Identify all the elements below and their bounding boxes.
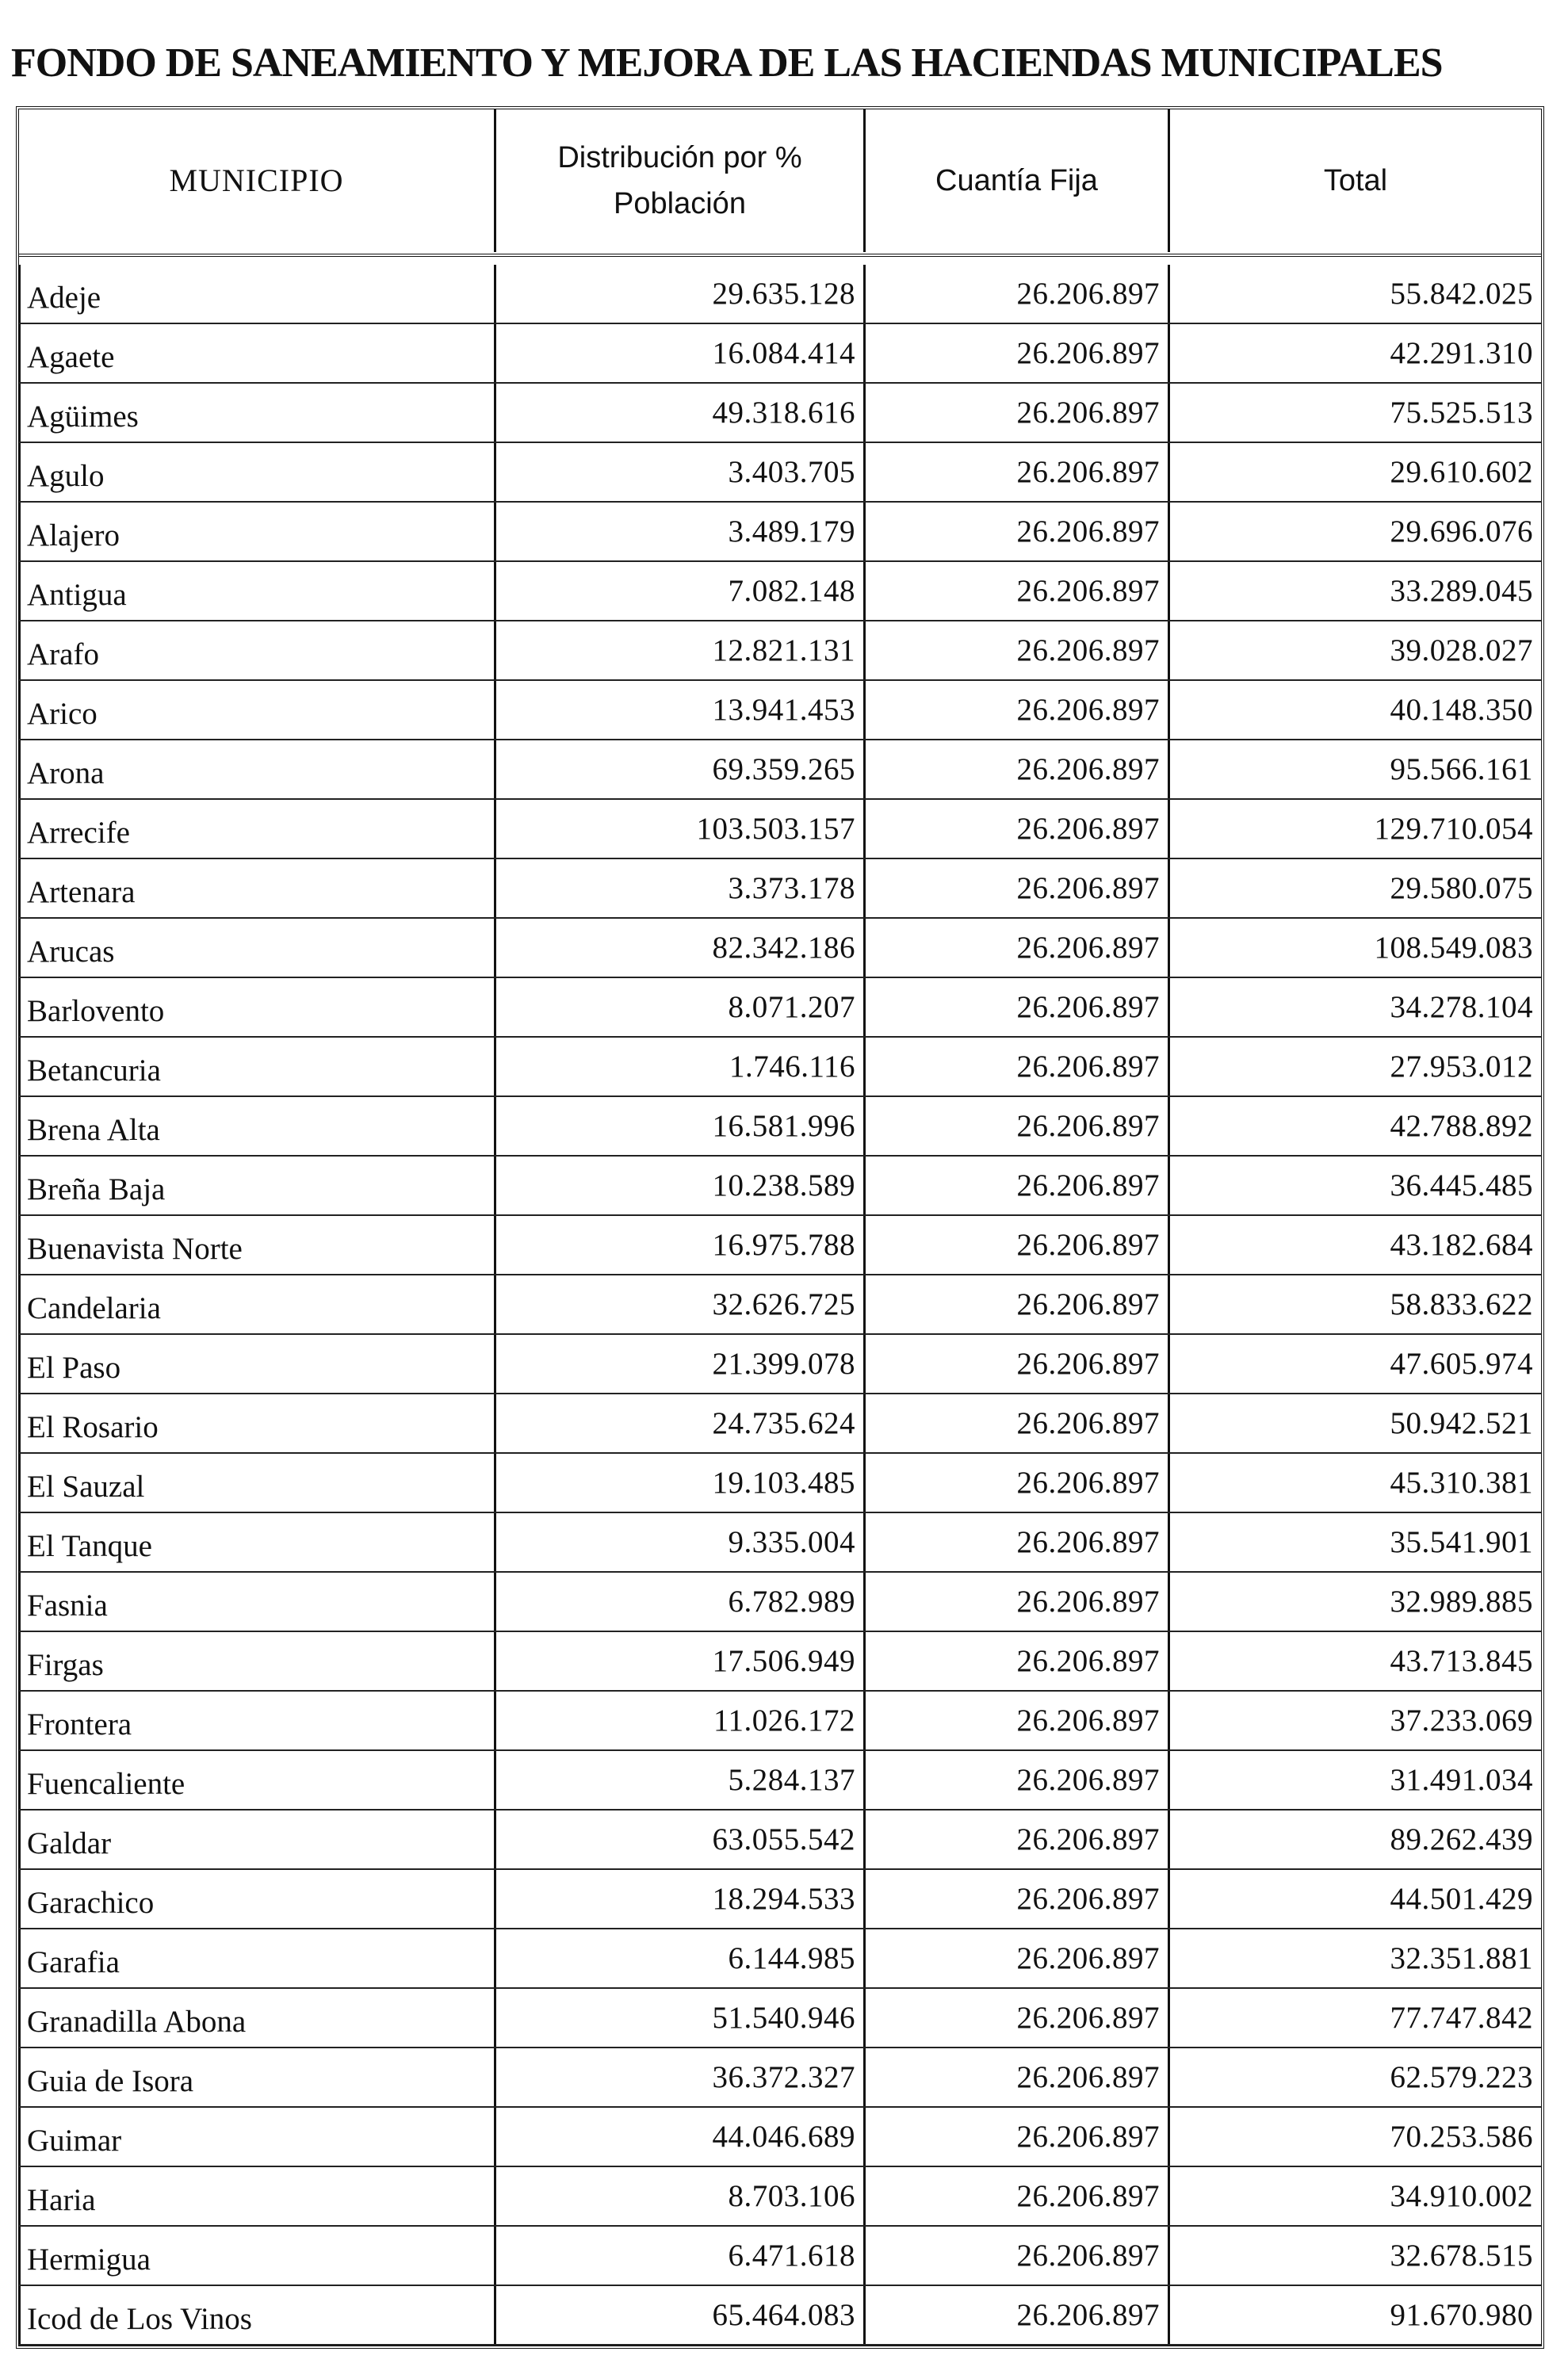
total-cell: 77.747.842 — [1390, 2001, 1533, 2035]
distribucion-cell: 5.284.137 — [496, 1751, 866, 1809]
municipio-cell: Frontera — [19, 1692, 496, 1749]
cuantia-fija-cell: 26.206.897 — [866, 1454, 1170, 1512]
municipio-cell: Icod de Los Vinos — [19, 2286, 496, 2344]
municipio-cell: El Rosario — [19, 1394, 496, 1452]
cuantia-fija-cell: 26.206.897 — [866, 1335, 1170, 1393]
table-row — [19, 681, 1541, 740]
header-distribucion-line1: Distribución por % — [557, 141, 802, 174]
municipio-cell: Galdar — [19, 1810, 496, 1868]
distribucion-cell: 19.103.485 — [496, 1454, 866, 1512]
table-row — [19, 503, 1541, 562]
municipio-cell: Arona — [19, 740, 496, 798]
table-row — [19, 1394, 1541, 1454]
distribucion-cell: 3.373.178 — [496, 859, 866, 917]
table-row — [19, 1335, 1541, 1394]
cuantia-fija-cell: 26.206.897 — [866, 1216, 1170, 1274]
total-cell: 58.833.622 — [1390, 1287, 1533, 1321]
distribucion-cell: 16.581.996 — [496, 1097, 866, 1155]
municipio-cell: Haria — [19, 2167, 496, 2225]
municipio-cell: Brena Alta — [19, 1097, 496, 1155]
municipio-cell: Adeje — [19, 265, 496, 323]
table-row — [19, 443, 1541, 503]
table-body — [19, 265, 1541, 2346]
cuantia-fija-cell: 26.206.897 — [866, 2227, 1170, 2285]
table-row — [19, 1929, 1541, 1989]
total-cell: 35.541.901 — [1390, 1525, 1533, 1559]
table-row — [19, 1216, 1541, 1275]
municipio-cell: Firgas — [19, 1632, 496, 1690]
cuantia-fija-cell: 26.206.897 — [866, 2048, 1170, 2106]
distribucion-cell: 7.082.148 — [496, 562, 866, 620]
table-row — [19, 1632, 1541, 1692]
distribucion-cell: 1.746.116 — [496, 1038, 866, 1095]
cuantia-fija-cell: 26.206.897 — [866, 2167, 1170, 2225]
total-cell: 33.289.045 — [1390, 574, 1533, 608]
total-cell: 34.910.002 — [1390, 2179, 1533, 2213]
table-row — [19, 800, 1541, 859]
total-cell: 29.696.076 — [1390, 514, 1533, 549]
header-cuantia-fija: Cuantía Fija — [866, 109, 1170, 252]
cuantia-fija-cell: 26.206.897 — [866, 1870, 1170, 1928]
cuantia-fija-cell: 26.206.897 — [866, 1810, 1170, 1868]
cuantia-fija-cell: 26.206.897 — [866, 1692, 1170, 1749]
cuantia-fija-cell: 26.206.897 — [866, 1097, 1170, 1155]
cuantia-fija-cell: 26.206.897 — [866, 443, 1170, 501]
total-cell: 31.491.034 — [1390, 1763, 1533, 1797]
total-cell: 40.148.350 — [1390, 693, 1533, 727]
header-distribucion-line2: Población — [614, 187, 746, 220]
distribucion-cell: 21.399.078 — [496, 1335, 866, 1393]
total-cell: 75.525.513 — [1390, 396, 1533, 430]
total-cell: 50.942.521 — [1390, 1406, 1533, 1440]
table-row — [19, 1870, 1541, 1929]
cuantia-fija-cell: 26.206.897 — [866, 324, 1170, 382]
municipio-cell: Agaete — [19, 324, 496, 382]
distribucion-cell: 65.464.083 — [496, 2286, 866, 2344]
table-row — [19, 2108, 1541, 2167]
distribucion-cell: 10.238.589 — [496, 1157, 866, 1214]
municipal-funds-table — [16, 106, 1544, 2349]
municipio-cell: Arico — [19, 681, 496, 739]
cuantia-fija-cell: 26.206.897 — [866, 740, 1170, 798]
table-row — [19, 919, 1541, 978]
total-cell: 55.842.025 — [1390, 277, 1533, 311]
distribucion-cell: 24.735.624 — [496, 1394, 866, 1452]
cuantia-fija-cell: 26.206.897 — [866, 1394, 1170, 1452]
table-row — [19, 621, 1541, 681]
table-row — [19, 2167, 1541, 2227]
table-row — [19, 324, 1541, 384]
table-row — [19, 1275, 1541, 1335]
distribucion-cell: 6.471.618 — [496, 2227, 866, 2285]
municipio-cell: Betancuria — [19, 1038, 496, 1095]
total-cell: 36.445.485 — [1390, 1168, 1533, 1203]
distribucion-cell: 6.144.985 — [496, 1929, 866, 1987]
cuantia-fija-cell: 26.206.897 — [866, 919, 1170, 977]
municipio-cell: Fasnia — [19, 1573, 496, 1631]
cuantia-fija-cell: 26.206.897 — [866, 978, 1170, 1036]
distribucion-cell: 103.503.157 — [496, 800, 866, 858]
total-cell: 95.566.161 — [1390, 752, 1533, 786]
municipio-cell: Artenara — [19, 859, 496, 917]
total-cell: 89.262.439 — [1390, 1822, 1533, 1856]
distribucion-cell: 17.506.949 — [496, 1632, 866, 1690]
distribucion-cell: 29.635.128 — [496, 265, 866, 323]
municipio-cell: Candelaria — [19, 1275, 496, 1333]
cuantia-fija-cell: 26.206.897 — [866, 265, 1170, 323]
distribucion-cell: 3.489.179 — [496, 503, 866, 560]
distribucion-cell: 63.055.542 — [496, 1810, 866, 1868]
document-title: FONDO DE SANEAMIENTO Y MEJORA DE LAS HACIENDAS MUNICIPALES — [11, 40, 1443, 86]
total-cell: 39.028.027 — [1390, 633, 1533, 667]
table-row — [19, 384, 1541, 443]
cuantia-fija-cell: 26.206.897 — [866, 2286, 1170, 2344]
header-distribucion — [496, 109, 866, 252]
header-divider — [19, 254, 1541, 257]
municipio-cell: Garachico — [19, 1870, 496, 1928]
distribucion-cell: 32.626.725 — [496, 1275, 866, 1333]
table-row — [19, 1692, 1541, 1751]
table-row — [19, 859, 1541, 919]
cuantia-fija-cell: 26.206.897 — [866, 1573, 1170, 1631]
total-cell: 27.953.012 — [1390, 1050, 1533, 1084]
total-cell: 108.549.083 — [1374, 931, 1533, 965]
distribucion-cell: 6.782.989 — [496, 1573, 866, 1631]
total-cell: 44.501.429 — [1390, 1882, 1533, 1916]
distribucion-cell: 18.294.533 — [496, 1870, 866, 1928]
municipio-cell: El Paso — [19, 1335, 496, 1393]
municipio-cell: Agulo — [19, 443, 496, 501]
cuantia-fija-cell: 26.206.897 — [866, 1632, 1170, 1690]
total-cell: 32.351.881 — [1390, 1941, 1533, 1975]
cuantia-fija-cell: 26.206.897 — [866, 859, 1170, 917]
municipio-cell: Garafia — [19, 1929, 496, 1987]
municipio-cell: Agüimes — [19, 384, 496, 442]
cuantia-fija-cell: 26.206.897 — [866, 621, 1170, 679]
municipio-cell: Guia de Isora — [19, 2048, 496, 2106]
total-cell: 42.788.892 — [1390, 1109, 1533, 1143]
cuantia-fija-cell: 26.206.897 — [866, 1751, 1170, 1809]
table-row — [19, 265, 1541, 324]
municipio-cell: Granadilla Abona — [19, 1989, 496, 2047]
total-cell: 47.605.974 — [1390, 1347, 1533, 1381]
cuantia-fija-cell: 26.206.897 — [866, 800, 1170, 858]
table-row — [19, 740, 1541, 800]
distribucion-cell: 13.941.453 — [496, 681, 866, 739]
table-row — [19, 2048, 1541, 2108]
header-municipio: MUNICIPIO — [19, 109, 496, 252]
total-cell: 70.253.586 — [1390, 2120, 1533, 2154]
distribucion-cell: 44.046.689 — [496, 2108, 866, 2166]
municipio-cell: Alajero — [19, 503, 496, 560]
distribucion-cell: 8.703.106 — [496, 2167, 866, 2225]
municipio-cell: El Tanque — [19, 1513, 496, 1571]
total-cell: 43.182.684 — [1390, 1228, 1533, 1262]
table-row — [19, 1513, 1541, 1573]
table-row — [19, 2227, 1541, 2286]
distribucion-cell: 82.342.186 — [496, 919, 866, 977]
distribucion-cell: 3.403.705 — [496, 443, 866, 501]
cuantia-fija-cell: 26.206.897 — [866, 1513, 1170, 1571]
municipio-cell: Arafo — [19, 621, 496, 679]
cuantia-fija-cell: 26.206.897 — [866, 1275, 1170, 1333]
distribucion-cell: 49.318.616 — [496, 384, 866, 442]
total-cell: 43.713.845 — [1390, 1644, 1533, 1678]
total-cell: 32.989.885 — [1390, 1585, 1533, 1619]
table-row — [19, 1751, 1541, 1810]
header-total: Total — [1323, 164, 1388, 197]
distribucion-cell: 16.084.414 — [496, 324, 866, 382]
cuantia-fija-cell: 26.206.897 — [866, 562, 1170, 620]
total-cell: 91.670.980 — [1390, 2298, 1533, 2332]
distribucion-cell: 16.975.788 — [496, 1216, 866, 1274]
municipio-cell: Guimar — [19, 2108, 496, 2166]
table-row — [19, 1573, 1541, 1632]
municipio-cell: Arucas — [19, 919, 496, 977]
distribucion-cell: 12.821.131 — [496, 621, 866, 679]
total-cell: 42.291.310 — [1390, 336, 1533, 370]
total-cell: 34.278.104 — [1390, 990, 1533, 1024]
cuantia-fija-cell: 26.206.897 — [866, 2108, 1170, 2166]
cuantia-fija-cell: 26.206.897 — [866, 384, 1170, 442]
cuantia-fija-cell: 26.206.897 — [866, 503, 1170, 560]
table-header-row — [19, 109, 1541, 252]
table-row — [19, 1454, 1541, 1513]
table-row — [19, 1810, 1541, 1870]
total-cell: 62.579.223 — [1390, 2060, 1533, 2094]
municipio-cell: Arrecife — [19, 800, 496, 858]
table-row — [19, 1038, 1541, 1097]
table-row — [19, 2286, 1541, 2346]
distribucion-cell: 11.026.172 — [496, 1692, 866, 1749]
distribucion-cell: 36.372.327 — [496, 2048, 866, 2106]
municipio-cell: El Sauzal — [19, 1454, 496, 1512]
table-row — [19, 562, 1541, 621]
distribucion-cell: 9.335.004 — [496, 1513, 866, 1571]
municipio-cell: Hermigua — [19, 2227, 496, 2285]
municipio-cell: Breña Baja — [19, 1157, 496, 1214]
distribucion-cell: 69.359.265 — [496, 740, 866, 798]
total-cell: 32.678.515 — [1390, 2239, 1533, 2273]
total-cell: 29.580.075 — [1390, 871, 1533, 905]
table-row — [19, 978, 1541, 1038]
total-cell: 37.233.069 — [1390, 1703, 1533, 1738]
total-cell: 129.710.054 — [1374, 812, 1533, 846]
municipio-cell: Barlovento — [19, 978, 496, 1036]
cuantia-fija-cell: 26.206.897 — [866, 1929, 1170, 1987]
cuantia-fija-cell: 26.206.897 — [866, 1038, 1170, 1095]
municipio-cell: Antigua — [19, 562, 496, 620]
distribucion-cell: 8.071.207 — [496, 978, 866, 1036]
total-cell: 45.310.381 — [1390, 1466, 1533, 1500]
table-row — [19, 1097, 1541, 1157]
municipio-cell: Buenavista Norte — [19, 1216, 496, 1274]
table-row — [19, 1157, 1541, 1216]
distribucion-cell: 51.540.946 — [496, 1989, 866, 2047]
municipio-cell: Fuencaliente — [19, 1751, 496, 1809]
table-row — [19, 1989, 1541, 2048]
cuantia-fija-cell: 26.206.897 — [866, 1157, 1170, 1214]
cuantia-fija-cell: 26.206.897 — [866, 1989, 1170, 2047]
cuantia-fija-cell: 26.206.897 — [866, 681, 1170, 739]
total-cell: 29.610.602 — [1390, 455, 1533, 489]
